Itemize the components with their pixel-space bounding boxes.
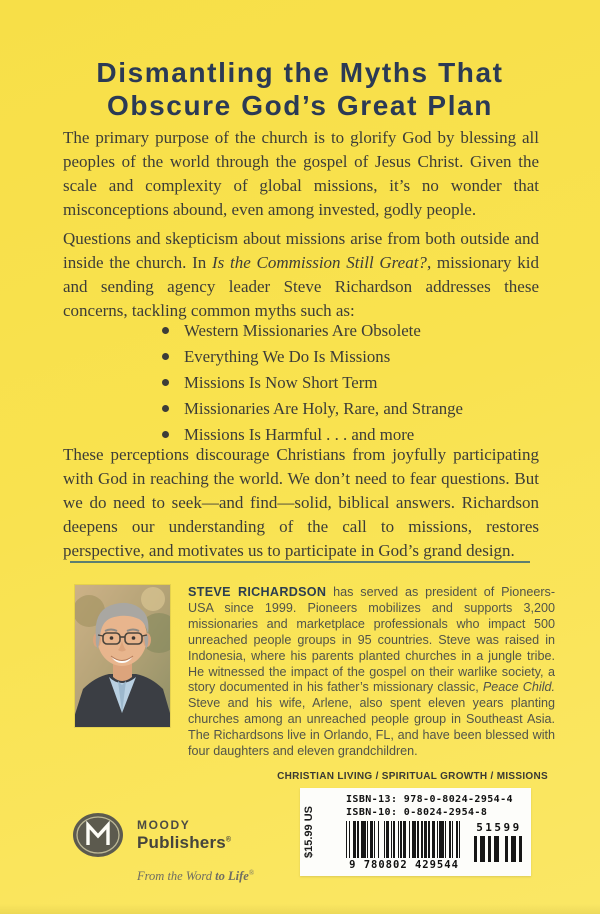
myth-item bbox=[162, 346, 502, 367]
paragraph-conclusion: These perceptions discourage Christians from joyfully participating with God in reaching the world. We don’t need to fear questions. But we do need to seek—and find—solid, biblical answers. Richardson deepens our understanding of the call to missions, restores perspective, and motivates us to participate in God’s grand design. bbox=[63, 445, 539, 560]
isbn10-line: ISBN-10: 0-8024-2954-8 bbox=[346, 807, 488, 818]
paragraph-questions-start: Questions and skepticism about missions arise from both outside and inside the church. In bbox=[63, 229, 539, 272]
publisher-tagline bbox=[137, 869, 254, 884]
headline-line-2: Obscure God’s Great Plan bbox=[107, 90, 493, 121]
category-line: CHRISTIAN LIVING / SPIRITUAL GROWTH / MISSIONS bbox=[277, 771, 548, 782]
paragraph-questions bbox=[63, 227, 539, 323]
ean-digits: 9 780802 429544 bbox=[349, 859, 459, 871]
myth-item-label: Missions Is Harmful . . . and more bbox=[184, 425, 415, 444]
bullet-icon bbox=[162, 327, 169, 334]
moody-emblem-icon bbox=[72, 812, 124, 858]
publisher-name-bottom bbox=[137, 833, 231, 853]
tagline-registered-mark: ® bbox=[248, 869, 255, 877]
myth-item-label: Missions Is Now Short Term bbox=[184, 373, 378, 392]
publisher-name-top: MOODY bbox=[137, 817, 191, 832]
myth-item bbox=[162, 320, 502, 341]
bio-body-1: has served as president of Pioneers-USA since 1999. Pioneers mobilizes and supports 3,200 missionaries and marketplace professionals who impact 500 unreached people groups in 95 countries. Steve was raised in Indonesia, where his parents planted churches in a jungle tribe. He witnessed the impact of the gospel on their warlike society, a story documented in his father’s missionary classic, bbox=[188, 585, 556, 695]
myth-item-label: Everything We Do Is Missions bbox=[184, 347, 391, 366]
addon-barcode bbox=[474, 836, 522, 862]
publisher-name bbox=[137, 818, 231, 853]
myth-item bbox=[162, 398, 502, 419]
isbn-numbers bbox=[346, 793, 513, 819]
bullet-icon bbox=[162, 405, 169, 412]
price-label: $15.99 US bbox=[303, 806, 315, 858]
registered-mark: ® bbox=[225, 835, 232, 843]
tagline-regular: From the Word bbox=[137, 869, 216, 884]
myth-item-label: Missionaries Are Holy, Rare, and Strange bbox=[184, 399, 464, 418]
isbn13-line: ISBN-13: 978-0-8024-2954-4 bbox=[346, 794, 513, 805]
bio-body-2: Steve and his wife, Arlene, also spent eleven years planting churches among an unreached people group in Southeast Asia. The Richardsons live in Orlando, FL, and have been blessed with four daughters and eleven grandchildren. bbox=[188, 696, 555, 759]
bullet-icon bbox=[162, 353, 169, 360]
author-portrait-illustration bbox=[75, 585, 170, 727]
myth-item bbox=[162, 372, 502, 393]
myth-item bbox=[162, 424, 502, 445]
myth-item-label: Western Missionaries Are Obsolete bbox=[184, 321, 421, 340]
author-photo bbox=[75, 585, 170, 727]
section-divider bbox=[70, 561, 530, 563]
bio-book-title: Peace Child. bbox=[482, 680, 555, 695]
headline-line-1: Dismantling the Myths That bbox=[96, 57, 504, 88]
author-bio-section bbox=[75, 585, 555, 760]
myth-list bbox=[162, 320, 502, 450]
paragraph-purpose: The primary purpose of the church is to glorify God by blessing all peoples of the world through the gospel of Jesus Christ. Given the scale and complexity of global missions, it’s no wonder that misconceptions abound, even among invested, godly people. bbox=[63, 128, 539, 219]
publisher-logo-block bbox=[72, 812, 231, 858]
addon-digits: 51599 bbox=[476, 821, 522, 834]
ean-barcode bbox=[346, 821, 462, 858]
headline bbox=[0, 56, 600, 122]
publisher-name-bottom-label: Publishers bbox=[137, 832, 226, 852]
book-title-inline: Is the Commission Still Great? bbox=[211, 253, 427, 272]
author-bio-text bbox=[188, 585, 555, 760]
barcode-panel bbox=[300, 788, 531, 876]
author-name: STEVE RICHARDSON bbox=[188, 585, 327, 599]
tagline-bold: to Life bbox=[215, 869, 249, 884]
bullet-icon bbox=[162, 379, 169, 386]
bullet-icon bbox=[162, 431, 169, 438]
paragraph-questions-end: , missionary kid and sending agency leader Steve Richardson addresses these concerns, tackling common myths such as: bbox=[63, 253, 539, 320]
